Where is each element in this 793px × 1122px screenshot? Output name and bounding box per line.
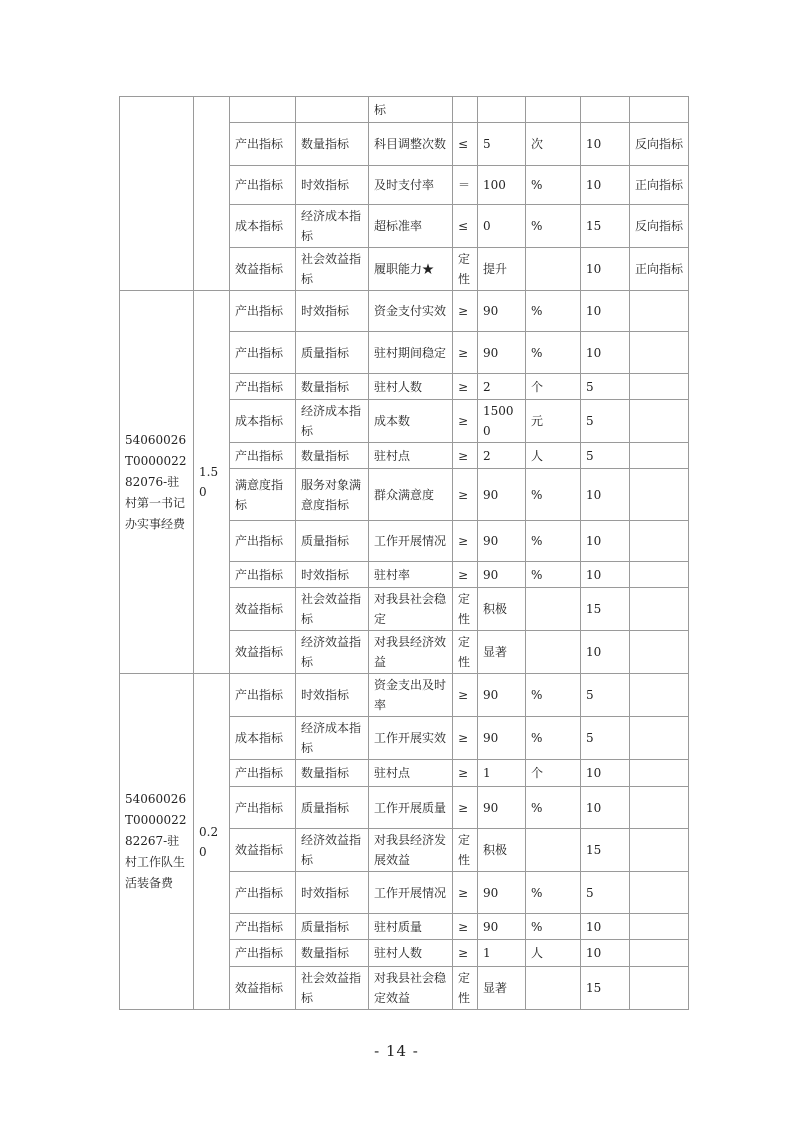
- cell-name: 资金支付实效: [369, 291, 453, 332]
- cell-val: 2: [478, 443, 526, 469]
- cell-l1: 产出指标: [230, 914, 296, 940]
- cell-unit: [526, 631, 581, 674]
- cell-l2: 时效指标: [296, 166, 369, 205]
- project-name-cell: [120, 97, 194, 291]
- cell-weight: 10: [581, 248, 630, 291]
- cell-sym: ≤: [453, 205, 478, 248]
- cell-sym: 定性: [453, 631, 478, 674]
- cell-sym: ≥: [453, 469, 478, 521]
- cell-weight: 15: [581, 588, 630, 631]
- cell-val: 1: [478, 940, 526, 967]
- cell-name: 工作开展实效: [369, 717, 453, 760]
- cell-l1: 产出指标: [230, 940, 296, 967]
- cell-sym: 定性: [453, 588, 478, 631]
- cell-val: 0: [478, 205, 526, 248]
- cell-unit: [526, 248, 581, 291]
- cell-l1: 产出指标: [230, 787, 296, 829]
- cell-l1: 产出指标: [230, 760, 296, 787]
- cell-l1: 产出指标: [230, 123, 296, 166]
- cell-name: 对我县社会稳定: [369, 588, 453, 631]
- page-number: - 14 -: [374, 1042, 419, 1060]
- cell-l2: 数量指标: [296, 760, 369, 787]
- cell-l2: 社会效益指标: [296, 967, 369, 1010]
- cell-l1: 产出指标: [230, 291, 296, 332]
- cell-weight: 10: [581, 332, 630, 374]
- cell-dir: [630, 332, 689, 374]
- cell-l1: 满意度指标: [230, 469, 296, 521]
- cell-l1: 产出指标: [230, 166, 296, 205]
- cell-name: 科目调整次数: [369, 123, 453, 166]
- cell-name: 群众满意度: [369, 469, 453, 521]
- cell-sym: ≥: [453, 291, 478, 332]
- cell-val: 积极: [478, 588, 526, 631]
- cell-name: 驻村人数: [369, 374, 453, 400]
- cell-weight: 10: [581, 914, 630, 940]
- cell-val: 15000: [478, 400, 526, 443]
- cell-dir: [630, 872, 689, 914]
- cell-sym: 定性: [453, 967, 478, 1010]
- cell-val: 显著: [478, 631, 526, 674]
- cell-l2: 经济效益指标: [296, 631, 369, 674]
- table-row: [120, 97, 689, 123]
- cell-sym: ≥: [453, 674, 478, 717]
- cell-l1: [230, 97, 296, 123]
- cell-val: 90: [478, 332, 526, 374]
- cell-unit: [526, 588, 581, 631]
- cell-unit: %: [526, 787, 581, 829]
- cell-sym: ≥: [453, 914, 478, 940]
- cell-l1: 产出指标: [230, 562, 296, 588]
- cell-l2: 质量指标: [296, 521, 369, 562]
- cell-val: 90: [478, 469, 526, 521]
- cell-dir: [630, 829, 689, 872]
- cell-l2: 数量指标: [296, 443, 369, 469]
- cell-val: 90: [478, 914, 526, 940]
- cell-sym: ≥: [453, 562, 478, 588]
- cell-l1: 效益指标: [230, 967, 296, 1010]
- cell-unit: [526, 829, 581, 872]
- cell-dir: [630, 291, 689, 332]
- cell-unit: 元: [526, 400, 581, 443]
- amount-cell: 1.50: [194, 291, 230, 674]
- cell-l2: 质量指标: [296, 787, 369, 829]
- cell-dir: [630, 967, 689, 1010]
- cell-sym: ≥: [453, 400, 478, 443]
- cell-weight: 15: [581, 967, 630, 1010]
- cell-val: [478, 97, 526, 123]
- cell-sym: ≤: [453, 123, 478, 166]
- cell-l2: 质量指标: [296, 332, 369, 374]
- cell-dir: [630, 443, 689, 469]
- cell-dir: [630, 562, 689, 588]
- project-name-cell: 54060026T000002282267-驻村工作队生活装备费: [120, 674, 194, 1010]
- cell-name: 对我县社会稳定效益: [369, 967, 453, 1010]
- cell-weight: 15: [581, 829, 630, 872]
- cell-unit: %: [526, 562, 581, 588]
- cell-l1: 效益指标: [230, 631, 296, 674]
- cell-l2: 经济成本指标: [296, 400, 369, 443]
- cell-name: 对我县经济效益: [369, 631, 453, 674]
- cell-val: 5: [478, 123, 526, 166]
- cell-l2: 社会效益指标: [296, 248, 369, 291]
- cell-l2: 社会效益指标: [296, 588, 369, 631]
- cell-dir: [630, 374, 689, 400]
- cell-name: 对我县经济发展效益: [369, 829, 453, 872]
- cell-sym: [453, 97, 478, 123]
- cell-l1: 成本指标: [230, 205, 296, 248]
- cell-dir: [630, 717, 689, 760]
- cell-sym: ≥: [453, 332, 478, 374]
- cell-sym: ≥: [453, 940, 478, 967]
- cell-l2: 服务对象满意度指标: [296, 469, 369, 521]
- cell-l1: 效益指标: [230, 588, 296, 631]
- cell-l2: 时效指标: [296, 562, 369, 588]
- cell-unit: %: [526, 332, 581, 374]
- cell-unit: %: [526, 166, 581, 205]
- cell-sym: ≥: [453, 872, 478, 914]
- cell-unit: %: [526, 521, 581, 562]
- cell-weight: 10: [581, 787, 630, 829]
- cell-dir: [630, 674, 689, 717]
- cell-weight: 10: [581, 562, 630, 588]
- cell-l2: 时效指标: [296, 674, 369, 717]
- cell-l2: 经济成本指标: [296, 205, 369, 248]
- cell-unit: %: [526, 717, 581, 760]
- cell-name: 资金支出及时率: [369, 674, 453, 717]
- cell-name: 驻村期间稳定: [369, 332, 453, 374]
- cell-sym: ≥: [453, 374, 478, 400]
- cell-val: 100: [478, 166, 526, 205]
- cell-dir: [630, 914, 689, 940]
- cell-val: 显著: [478, 967, 526, 1010]
- cell-name: 驻村点: [369, 760, 453, 787]
- cell-l1: 产出指标: [230, 374, 296, 400]
- cell-name: 成本数: [369, 400, 453, 443]
- cell-l1: 成本指标: [230, 717, 296, 760]
- cell-weight: 10: [581, 631, 630, 674]
- cell-unit: [526, 97, 581, 123]
- cell-l1: 产出指标: [230, 332, 296, 374]
- cell-weight: 10: [581, 291, 630, 332]
- cell-l1: 效益指标: [230, 829, 296, 872]
- cell-val: 积极: [478, 829, 526, 872]
- cell-l1: 产出指标: [230, 521, 296, 562]
- cell-l2: 时效指标: [296, 872, 369, 914]
- cell-weight: 10: [581, 760, 630, 787]
- cell-dir: 正向指标: [630, 166, 689, 205]
- cell-l2: 数量指标: [296, 940, 369, 967]
- cell-unit: 人: [526, 443, 581, 469]
- cell-weight: 10: [581, 166, 630, 205]
- cell-val: 90: [478, 674, 526, 717]
- cell-dir: [630, 588, 689, 631]
- cell-sym: ＝: [453, 166, 478, 205]
- cell-dir: [630, 469, 689, 521]
- cell-weight: 10: [581, 521, 630, 562]
- cell-l2: 数量指标: [296, 374, 369, 400]
- cell-name: 驻村率: [369, 562, 453, 588]
- cell-name: 工作开展质量: [369, 787, 453, 829]
- cell-sym: ≥: [453, 521, 478, 562]
- cell-val: 90: [478, 717, 526, 760]
- project-name-cell: 54060026T000002282076-驻村第一书记办实事经费: [120, 291, 194, 674]
- cell-weight: 10: [581, 940, 630, 967]
- cell-dir: 正向指标: [630, 248, 689, 291]
- cell-dir: [630, 631, 689, 674]
- cell-val: 90: [478, 787, 526, 829]
- cell-val: 90: [478, 872, 526, 914]
- table-body: [120, 97, 689, 1010]
- cell-sym: ≥: [453, 787, 478, 829]
- cell-unit: %: [526, 205, 581, 248]
- cell-unit: %: [526, 291, 581, 332]
- cell-weight: 5: [581, 374, 630, 400]
- amount-cell: [194, 97, 230, 291]
- cell-l2: 数量指标: [296, 123, 369, 166]
- cell-unit: %: [526, 914, 581, 940]
- cell-val: 90: [478, 521, 526, 562]
- cell-sym: 定性: [453, 829, 478, 872]
- cell-dir: [630, 760, 689, 787]
- cell-unit: %: [526, 469, 581, 521]
- cell-unit: 个: [526, 760, 581, 787]
- cell-dir: 反向指标: [630, 205, 689, 248]
- cell-val: 90: [478, 291, 526, 332]
- cell-weight: 5: [581, 443, 630, 469]
- cell-dir: [630, 940, 689, 967]
- cell-l2: 时效指标: [296, 291, 369, 332]
- cell-l1: 产出指标: [230, 674, 296, 717]
- cell-unit: 次: [526, 123, 581, 166]
- table-row: [120, 291, 689, 332]
- cell-sym: ≥: [453, 760, 478, 787]
- cell-dir: [630, 97, 689, 123]
- cell-val: 提升: [478, 248, 526, 291]
- cell-val: 90: [478, 562, 526, 588]
- cell-name: 及时支付率: [369, 166, 453, 205]
- table-row: [120, 674, 689, 717]
- cell-weight: 5: [581, 717, 630, 760]
- cell-unit: %: [526, 674, 581, 717]
- cell-l2: [296, 97, 369, 123]
- amount-cell: 0.20: [194, 674, 230, 1010]
- cell-name: 工作开展情况: [369, 872, 453, 914]
- cell-name: 工作开展情况: [369, 521, 453, 562]
- cell-weight: 10: [581, 123, 630, 166]
- cell-l2: 质量指标: [296, 914, 369, 940]
- cell-name: 驻村质量: [369, 914, 453, 940]
- cell-val: 1: [478, 760, 526, 787]
- cell-weight: 15: [581, 205, 630, 248]
- cell-dir: [630, 521, 689, 562]
- cell-name: 驻村人数: [369, 940, 453, 967]
- cell-name: 履职能力★: [369, 248, 453, 291]
- cell-val: 2: [478, 374, 526, 400]
- cell-l2: 经济成本指标: [296, 717, 369, 760]
- cell-name: 超标准率: [369, 205, 453, 248]
- cell-sym: ≥: [453, 443, 478, 469]
- cell-l1: 效益指标: [230, 248, 296, 291]
- cell-dir: [630, 787, 689, 829]
- cell-unit: 人: [526, 940, 581, 967]
- cell-l1: 产出指标: [230, 443, 296, 469]
- cell-weight: 5: [581, 872, 630, 914]
- cell-l1: 成本指标: [230, 400, 296, 443]
- cell-weight: 5: [581, 400, 630, 443]
- cell-weight: 10: [581, 469, 630, 521]
- cell-unit: 个: [526, 374, 581, 400]
- cell-unit: %: [526, 872, 581, 914]
- cell-l2: 经济效益指标: [296, 829, 369, 872]
- cell-sym: 定性: [453, 248, 478, 291]
- cell-weight: [581, 97, 630, 123]
- cell-l1: 产出指标: [230, 872, 296, 914]
- cell-unit: [526, 967, 581, 1010]
- performance-indicator-table: [119, 96, 689, 1010]
- cell-name: 驻村点: [369, 443, 453, 469]
- cell-name: 标: [369, 97, 453, 123]
- cell-dir: [630, 400, 689, 443]
- cell-dir: 反向指标: [630, 123, 689, 166]
- cell-weight: 5: [581, 674, 630, 717]
- cell-sym: ≥: [453, 717, 478, 760]
